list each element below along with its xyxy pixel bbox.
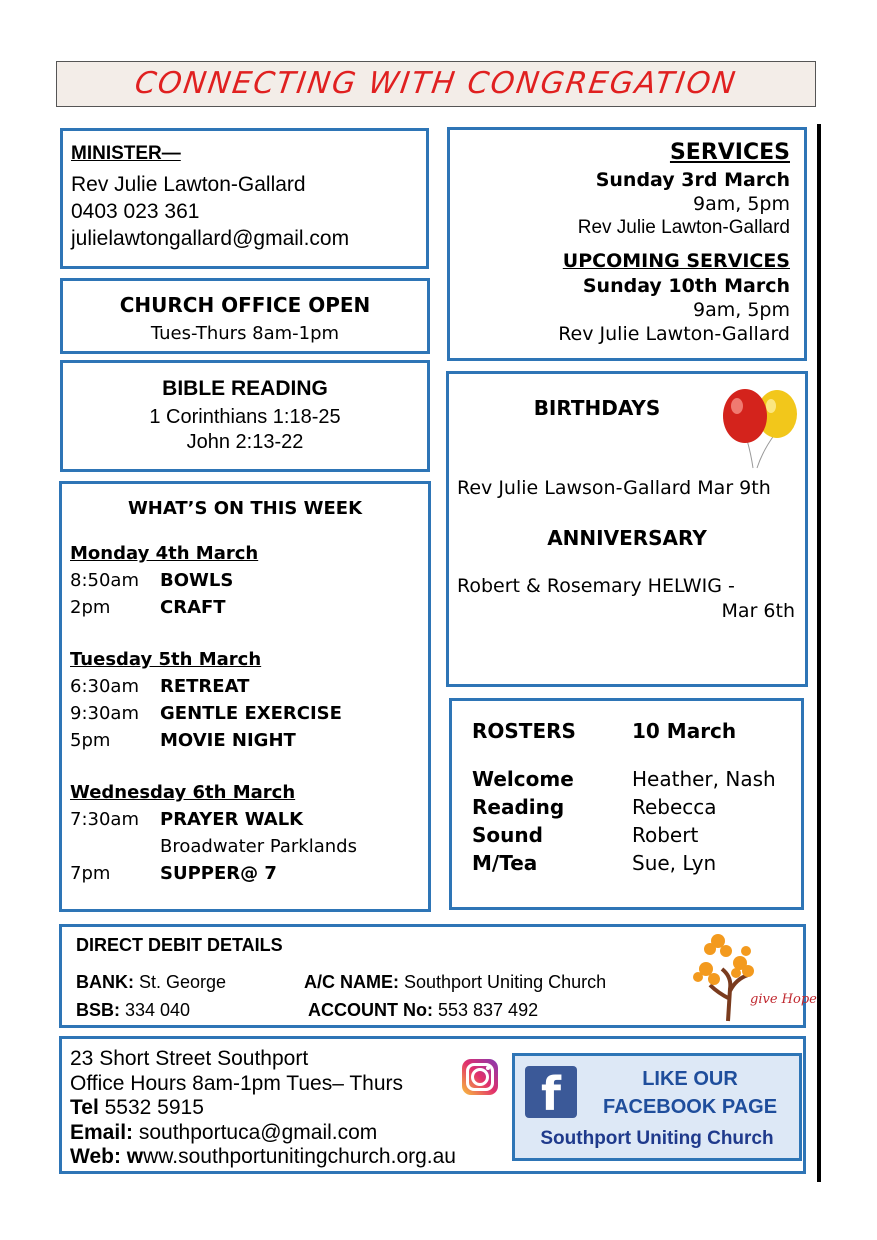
facebook-page-name[interactable]: Southport Uniting Church [540,1128,774,1149]
direct-debit-box [59,924,817,1028]
direct-debit-heading: DIRECT DEBIT DETAILS [76,935,283,955]
roster-row [472,765,781,793]
upcoming-services-heading: UPCOMING SERVICES [562,250,790,272]
email-label: Email: [70,1120,134,1144]
service-minister: Rev Julie Lawton-Gallard [577,217,790,238]
services-box [447,127,807,361]
address: 23 Short Street Southport [70,1047,309,1070]
event-row [70,700,420,727]
event-row [70,833,420,860]
event-time: 8:50am [70,570,139,591]
rosters-date: 10 March [632,719,737,743]
roster-role: Welcome [472,767,574,791]
whats-on-box [59,481,431,912]
event-time: 7pm [70,863,111,884]
roster-row [472,793,781,821]
event-name: CRAFT [160,597,226,618]
vertical-divider [817,124,821,1182]
event-row [70,727,420,754]
minister-box [60,128,429,269]
tel-label: Tel [70,1096,99,1119]
event-name: MOVIE NIGHT [160,730,296,751]
acname-label: A/C NAME: [304,972,399,992]
birthdays-box [446,371,808,687]
page-title: CONNECTING WITH CONGREGATION [132,66,740,101]
event-time: 7:30am [70,809,139,830]
event-location: Broadwater Parklands [160,836,357,857]
event-row [70,806,420,833]
bsb-label: BSB: [76,1000,120,1020]
day-heading: Tuesday 5th March [70,649,262,670]
event-row [70,567,420,594]
balloons-icon [717,388,799,470]
office-hours: Tues-Thurs 8am-1pm [150,323,340,344]
bank-label: BANK: [76,972,134,992]
roster-row [472,849,781,877]
service-times: 9am, 5pm [693,193,790,215]
account-label: ACCOUNT No: [308,1000,433,1020]
facebook-icon[interactable]: f [525,1066,577,1118]
services-heading: SERVICES [669,140,790,165]
minister-name: Rev Julie Lawton-Gallard [71,173,306,196]
instagram-icon[interactable] [462,1059,498,1095]
minister-phone: 0403 023 361 [71,200,200,223]
rosters-heading: ROSTERS [472,719,576,743]
roster-role: M/Tea [472,851,538,875]
facebook-panel[interactable] [512,1053,802,1161]
event-row [70,860,420,887]
contact-box [59,1036,806,1174]
tel-value: 5532 5915 [98,1096,204,1119]
roster-role: Sound [472,823,543,847]
email-value[interactable]: southportuca@gmail.com [133,1120,378,1144]
event-time: 5pm [70,730,111,751]
birthday-entry: Rev Julie Lawson-Gallard Mar 9th [457,477,771,499]
debit-row [76,968,789,996]
whats-on-heading: WHAT’S ON THIS WEEK [127,498,363,519]
event-name: PRAYER WALK [160,809,304,830]
bank-value: St. George [134,972,227,992]
event-name: GENTLE EXERCISE [160,703,342,724]
service-date: Sunday 3rd March [595,169,790,191]
roster-names: Rebecca [632,795,717,819]
web-label: Web: w [70,1145,144,1168]
bible-heading: BIBLE READING [162,377,328,400]
minister-email[interactable]: julielawtongallard@gmail.com [71,227,350,250]
bible-reading-2: John 2:13-22 [186,431,304,453]
rosters-header [472,717,781,745]
event-time: 2pm [70,597,111,618]
minister-heading: MINISTER— [71,143,181,164]
rosters-box [449,698,804,910]
day-heading: Wednesday 6th March [70,782,296,803]
event-time: 6:30am [70,676,139,697]
anniversary-date: Mar 6th [721,600,795,622]
web-value[interactable]: ww.southportunitingchurch.org.au [143,1145,456,1168]
acname-value: Southport Uniting Church [399,972,607,992]
event-time: 9:30am [70,703,139,724]
debit-row [76,996,789,1024]
upcoming-service-date: Sunday 10th March [582,275,790,297]
give-hope-logo-icon [688,929,817,1025]
roster-names: Heather, Nash [632,767,776,791]
bible-reading-1: 1 Corinthians 1:18-25 [149,406,341,428]
office-box [60,278,430,354]
give-hope-text: give Hope [750,992,817,1007]
anniversary-names: Robert & Rosemary HELWIG - [457,575,735,597]
roster-names: Sue, Lyn [632,851,717,875]
account-value: 553 837 492 [432,1000,539,1020]
bsb-value: 334 040 [120,1000,191,1020]
roster-names: Robert [632,823,699,847]
anniversary-heading: ANNIVERSARY [547,526,707,550]
facebook-line-1: LIKE OUR [642,1068,738,1090]
event-name: BOWLS [160,570,234,591]
birthdays-heading: BIRTHDAYS [533,396,661,420]
event-name: RETREAT [160,676,250,697]
roster-row [472,821,781,849]
upcoming-service-minister: Rev Julie Lawton-Gallard [558,323,790,345]
office-hours-line: Office Hours 8am-1pm Tues– Thurs [70,1071,404,1095]
bible-reading-box [60,360,430,472]
roster-role: Reading [472,795,565,819]
facebook-line-2: FACEBOOK PAGE [602,1096,778,1118]
page-header [56,61,816,107]
office-heading: CHURCH OFFICE OPEN [119,293,371,317]
event-name: SUPPER@ 7 [160,863,277,884]
event-row [70,594,420,621]
upcoming-service-times: 9am, 5pm [693,299,790,321]
day-heading: Monday 4th March [70,543,259,564]
event-row [70,673,420,700]
